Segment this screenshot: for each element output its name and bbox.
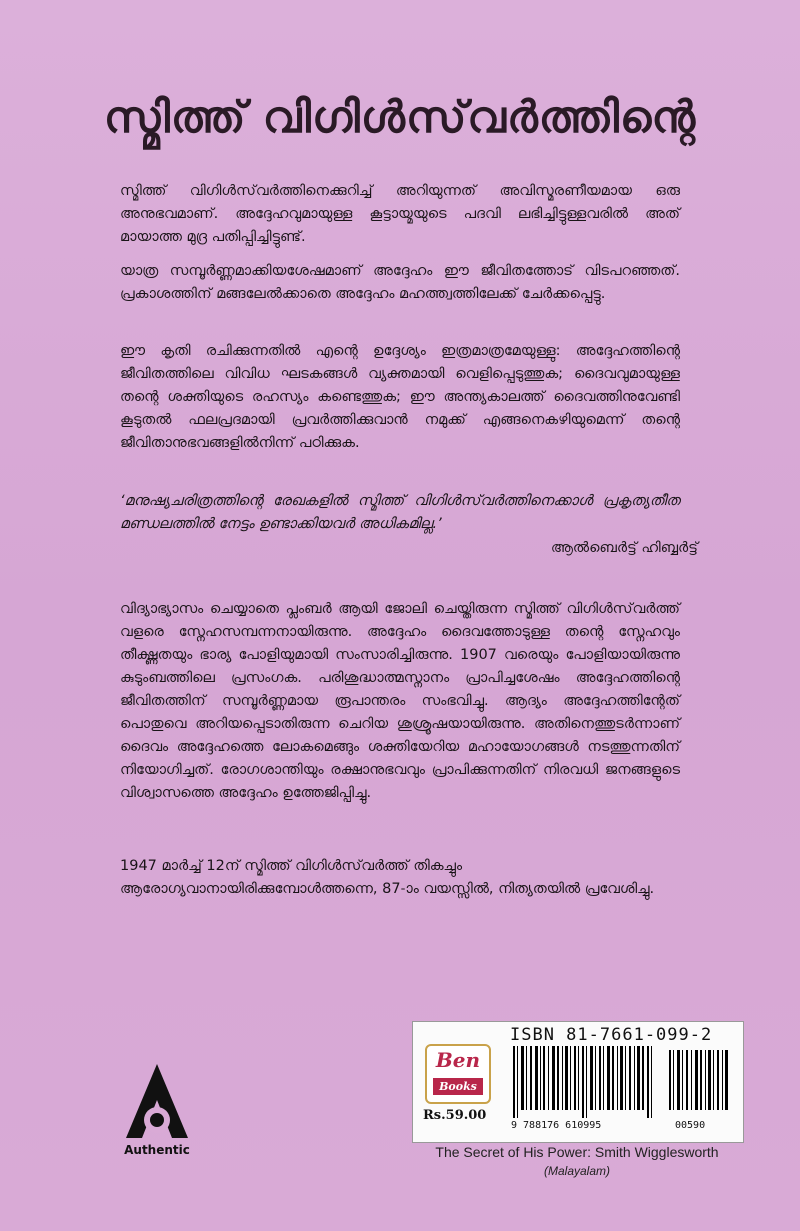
barcode-panel bbox=[412, 1021, 744, 1143]
isbn-number: ISBN 81-7661-099-2 bbox=[510, 1025, 713, 1045]
book-title: സ്മിത്ത് വിഗിൾസ്‌വർത്തിന്റെ bbox=[103, 92, 697, 143]
paragraph-biography: വിദ്യാഭ്യാസം ചെയ്യാതെ പ്ലംബർ ആയി ജോലി ചെയ്തിരുന്ന സ്മിത്ത് വിഗിൾസ്‌വർത്ത് വളരെ സ്നേഹസമ്പന്നനായിരുന്നു. അദ്ദേഹം ദൈവത്തോടുള്ള തന്റെ സ്നേഹവും തീക്ഷ്ണതയും ഭാര്യ പോളിയുമായി സംസാരിച്ചിരുന്നു. 1907 വരെയും പോളിയായിരുന്നു കുടുംബത്തിലെ പ്രസംഗക. പരിശുദ്ധാത്മസ്നാനം പ്രാപിച്ചശേഷം അദ്ദേഹത്തിന്റെ ജീവിതത്തിന് സമ്പൂർണ്ണമായ രൂപാന്തരം സംഭവിച്ചു. ആദ്യം അദ്ദേഹത്തിന്റേത് പൊതുവെ അറിയപ്പെടാതിരുന്ന ചെറിയ ശുശ്രൂഷയായിരുന്നു. അതിനെത്തുടർന്നാണ് ദൈവം അദ്ദേഹത്തെ ലോകമെങ്ങും ശക്തിയേറിയ മഹായോഗങ്ങൾ നടത്തുന്നതിന് നിയോഗിച്ചത്. രോഗശാന്തിയും രക്ഷാനുഭവവും പ്രാപിക്കുന്നതിന് നിരവധി ജനങ്ങളുടെ വിശ്വാസത്തെ അദ്ദേഹം ഉത്തേജിപ്പിച്ചു. bbox=[120, 601, 680, 801]
barcode-addon-digits: 00590 bbox=[675, 1120, 706, 1131]
quote-author: ആൽബെർട്ട് ഹിബ്ബർട്ട് bbox=[550, 540, 698, 556]
publisher-name: Authentic bbox=[124, 1143, 190, 1157]
quote-text: ‘മനുഷ്യചരിത്രത്തിന്റെ രേഖകളിൽ സ്മിത്ത് വിഗിൾസ്‌വർത്തിനെക്കാൾ പ്രകൃത്യതീത മണ്ഡലത്തിൽ നേട്ടം ഉണ്ടാക്കിയവർ അധികമില്ല.’ bbox=[120, 493, 680, 532]
english-title: The Secret of His Power: Smith Wigglesworth bbox=[435, 1144, 719, 1160]
language-note: (Malayalam) bbox=[543, 1164, 610, 1178]
paragraph-purpose: ഈ കൃതി രചിക്കുന്നതിൽ എന്റെ ഉദ്ദേശ്യം ഇത്രമാത്രമേയുള്ളു: അദ്ദേഹത്തിന്റെ ജീവിതത്തിലെ വിവിധ ഘടകങ്ങൾ വ്യക്തമായി വെളിപ്പെടുത്തുക; ദൈവവുമായുള്ള തന്റെ ശക്തിയുടെ രഹസ്യം കണ്ടെത്തുക; ഈ അന്ത്യകാലത്ത് ദൈവത്തിനുവേണ്ടി കൂടുതൽ ഫലപ്രദമായി പ്രവർത്തിക്കുവാൻ നമുക്ക് എങ്ങനെകഴിയുമെന്ന് തന്റെ ജീവിതാനുഭവങ്ങളിൽനിന്ന് പഠിക്കുക. bbox=[120, 343, 680, 451]
imprint-name: Ben bbox=[435, 1048, 481, 1072]
barcode-icon bbox=[511, 1046, 731, 1118]
authentic-logo-icon bbox=[122, 1062, 192, 1142]
price: Rs.59.00 bbox=[423, 1108, 487, 1123]
paragraph-departure: യാത്ര സമ്പൂർണ്ണമാക്കിയശേഷമാണ് അദ്ദേഹം ഈ ജീവിതത്തോട് വിടപറഞ്ഞത്. പ്രകാശത്തിന് മങ്ങലേൽക്കാതെ അദ്ദേഹം മഹത്ത്വത്തിലേക്ക് ചേർക്കപ്പെട്ടു. bbox=[120, 263, 680, 302]
paragraph-death: 1947 മാർച്ച് 12ന് സ്മിത്ത് വിഗിൾസ്‌വർത്ത് തികച്ചും ആരോഗ്യവാനായിരിക്കുമ്പോൾത്തന്നെ, 87-ാം വയസ്സിൽ, നിത്യതയിൽ പ്രവേശിച്ചു. bbox=[120, 858, 655, 897]
ben-books-logo bbox=[425, 1044, 491, 1104]
barcode-digits: 9 788176 610995 bbox=[511, 1120, 602, 1131]
imprint-sub: Books bbox=[433, 1078, 483, 1095]
paragraph-intro: സ്മിത്ത് വിഗിൾസ്‌വർത്തിനെക്കുറിച്ച് അറിയുന്നത് അവിസ്മരണീയമായ ഒരു അനുഭവമാണ്. അദ്ദേഹവുമായുള്ള കൂട്ടായ്മയുടെ പദവി ലഭിച്ചിട്ടുള്ളവരിൽ അത് മായാത്ത മുദ്ര പതിപ്പിച്ചിട്ടുണ്ട്. bbox=[120, 183, 680, 245]
